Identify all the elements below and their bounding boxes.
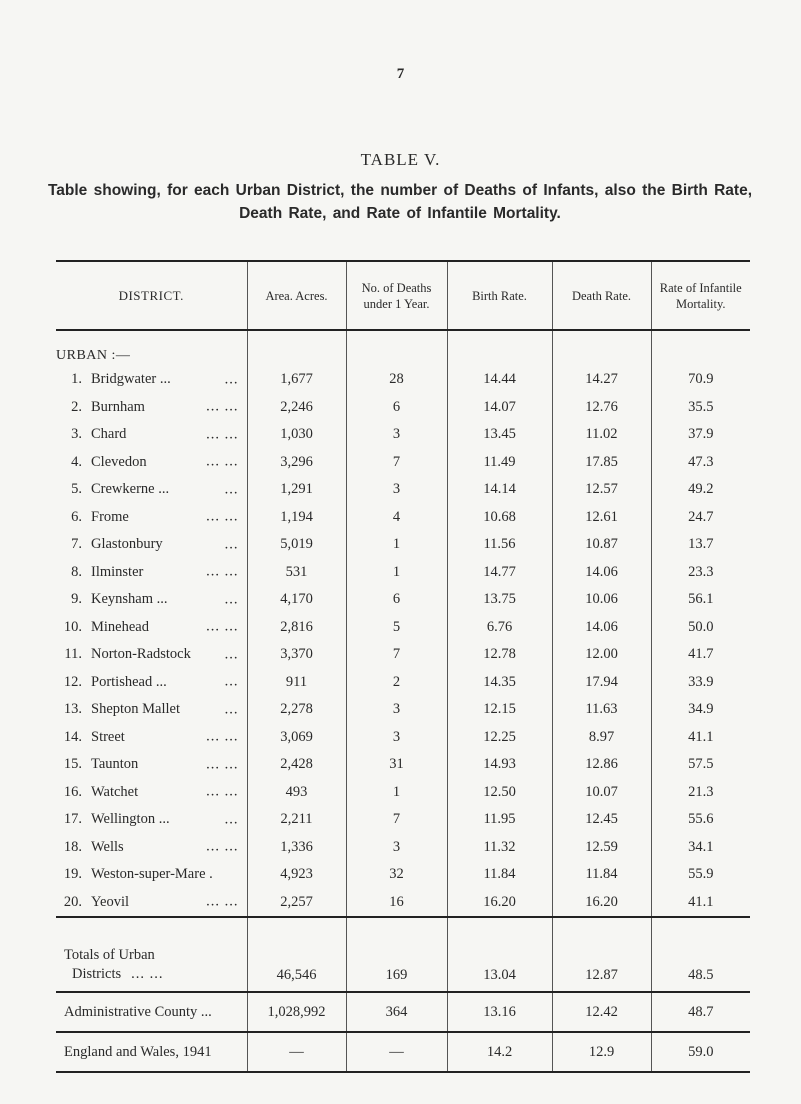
birth-rate-cell: 14.35 — [447, 669, 552, 697]
death-rate-cell: 11.84 — [552, 861, 651, 889]
death-rate-cell: 12.61 — [552, 504, 651, 532]
district-name: Burnham — [91, 398, 145, 415]
district-number: 16. — [63, 783, 82, 800]
totals-label — [56, 917, 247, 992]
birth-rate-cell: 13.75 — [447, 586, 552, 614]
deaths-cell: 3 — [346, 476, 447, 504]
district-cell — [56, 449, 247, 477]
totals-row — [56, 917, 750, 992]
totals-label-line1: Totals of Urban — [64, 947, 155, 963]
district-number: 13. — [63, 701, 82, 718]
district-name: Street — [91, 728, 125, 745]
section-label: URBAN :— — [56, 348, 131, 363]
birth-rate-cell: 6.76 — [447, 614, 552, 642]
leader-dots: ... — [224, 646, 239, 663]
leader-dots: ... ... — [206, 893, 239, 910]
deaths-cell: 7 — [346, 449, 447, 477]
district-name: Wells — [91, 838, 124, 855]
infant-rate-cell: 24.7 — [651, 504, 750, 532]
district-number: 11. — [64, 646, 82, 663]
leader-dots: ... — [224, 673, 239, 690]
deaths-cell: 1 — [346, 559, 447, 587]
birth-rate-cell: 12.50 — [447, 779, 552, 807]
district-name: Norton-Radstock — [91, 646, 191, 663]
table-row — [56, 421, 750, 449]
area-cell: 3,370 — [247, 641, 346, 669]
infant-rate-cell: 70.9 — [651, 366, 750, 394]
infant-rate-cell: 13.7 — [651, 531, 750, 559]
death-rate-cell: 14.06 — [552, 559, 651, 587]
death-rate-cell: 12.57 — [552, 476, 651, 504]
area-cell: 531 — [247, 559, 346, 587]
district-cell — [56, 861, 247, 889]
district-name: Taunton — [91, 756, 139, 773]
death-rate-cell: 14.06 — [552, 614, 651, 642]
district-name: Watchet — [91, 783, 139, 800]
district-cell — [56, 586, 247, 614]
infant-rate-cell: 56.1 — [651, 586, 750, 614]
totals-infant-rate: 48.5 — [651, 917, 750, 992]
district-name: Clevedon — [91, 453, 147, 470]
deaths-cell: 3 — [346, 421, 447, 449]
district-number: 6. — [71, 508, 82, 525]
infant-rate-cell: 41.7 — [651, 641, 750, 669]
infant-mortality-table — [56, 260, 750, 1073]
district-name: Ilminster — [91, 563, 144, 580]
leader-dots: ... ... — [206, 756, 239, 773]
section-row-urban — [56, 330, 750, 366]
leader-dots: ... ... — [206, 453, 239, 470]
death-rate-cell: 12.59 — [552, 834, 651, 862]
infant-rate-cell: 34.1 — [651, 834, 750, 862]
england-wales-label: England and Wales, 1941 — [56, 1032, 247, 1072]
district-number: 18. — [63, 838, 82, 855]
infant-rate-cell: 23.3 — [651, 559, 750, 587]
birth-rate-cell: 11.49 — [447, 449, 552, 477]
totals-deaths: 169 — [346, 917, 447, 992]
admin-county-birth-rate: 13.16 — [447, 992, 552, 1032]
england-wales-row — [56, 1032, 750, 1072]
table-row — [56, 696, 750, 724]
deaths-cell: 4 — [346, 504, 447, 532]
district-cell — [56, 394, 247, 422]
birth-rate-cell: 11.84 — [447, 861, 552, 889]
admin-county-death-rate: 12.42 — [552, 992, 651, 1032]
birth-rate-cell: 14.93 — [447, 751, 552, 779]
death-rate-cell: 11.02 — [552, 421, 651, 449]
death-rate-cell: 10.06 — [552, 586, 651, 614]
column-header-infant-rate: Rate of Infantile Mortality. — [651, 261, 750, 330]
district-cell — [56, 531, 247, 559]
area-cell: 1,336 — [247, 834, 346, 862]
totals-birth-rate: 13.04 — [447, 917, 552, 992]
infant-rate-cell: 21.3 — [651, 779, 750, 807]
death-rate-cell: 10.07 — [552, 779, 651, 807]
district-name: Chard — [91, 426, 127, 443]
birth-rate-cell: 10.68 — [447, 504, 552, 532]
table-row — [56, 586, 750, 614]
area-cell: 3,069 — [247, 724, 346, 752]
district-cell — [56, 614, 247, 642]
totals-area: 46,546 — [247, 917, 346, 992]
infant-rate-cell: 55.9 — [651, 861, 750, 889]
deaths-cell: 28 — [346, 366, 447, 394]
area-cell: 3,296 — [247, 449, 346, 477]
area-cell: 5,019 — [247, 531, 346, 559]
area-cell: 2,246 — [247, 394, 346, 422]
table-row — [56, 779, 750, 807]
column-header-birth-rate: Birth Rate. — [447, 261, 552, 330]
birth-rate-cell: 11.32 — [447, 834, 552, 862]
deaths-cell: 3 — [346, 696, 447, 724]
birth-rate-cell: 13.45 — [447, 421, 552, 449]
district-cell — [56, 779, 247, 807]
district-name: Weston-super-Mare . — [91, 866, 213, 883]
district-cell — [56, 834, 247, 862]
england-wales-area: — — [247, 1032, 346, 1072]
table-row — [56, 641, 750, 669]
death-rate-cell: 11.63 — [552, 696, 651, 724]
birth-rate-cell: 11.95 — [447, 806, 552, 834]
admin-county-row — [56, 992, 750, 1032]
birth-rate-cell: 14.44 — [447, 366, 552, 394]
death-rate-cell: 17.94 — [552, 669, 651, 697]
birth-rate-cell: 12.25 — [447, 724, 552, 752]
table-row — [56, 449, 750, 477]
area-cell: 911 — [247, 669, 346, 697]
district-cell — [56, 724, 247, 752]
deaths-cell: 3 — [346, 724, 447, 752]
deaths-cell: 7 — [346, 641, 447, 669]
table-row — [56, 724, 750, 752]
infant-rate-cell: 49.2 — [651, 476, 750, 504]
district-number: 19. — [63, 866, 82, 883]
deaths-cell: 6 — [346, 586, 447, 614]
district-number: 20. — [63, 893, 82, 910]
infant-rate-cell: 47.3 — [651, 449, 750, 477]
column-header-deaths: No. of Deaths under 1 Year. — [346, 261, 447, 330]
table-row — [56, 614, 750, 642]
district-name: Shepton Mallet — [91, 701, 181, 718]
area-cell: 493 — [247, 779, 346, 807]
infant-rate-cell: 41.1 — [651, 724, 750, 752]
leader-dots: ... — [224, 536, 239, 553]
district-cell — [56, 889, 247, 918]
death-rate-cell: 17.85 — [552, 449, 651, 477]
deaths-cell: 1 — [346, 779, 447, 807]
area-cell: 2,278 — [247, 696, 346, 724]
england-wales-infant-rate: 59.0 — [651, 1032, 750, 1072]
district-cell — [56, 476, 247, 504]
deaths-cell: 16 — [346, 889, 447, 918]
page-number: 7 — [396, 66, 405, 82]
district-cell — [56, 366, 247, 394]
district-cell — [56, 806, 247, 834]
column-header-death-rate: Death Rate. — [552, 261, 651, 330]
area-cell: 2,211 — [247, 806, 346, 834]
table-row — [56, 889, 750, 918]
district-name: Yeovil — [91, 893, 130, 910]
table-row — [56, 861, 750, 889]
england-wales-birth-rate: 14.2 — [447, 1032, 552, 1072]
district-name: Minehead — [91, 618, 149, 635]
death-rate-cell: 16.20 — [552, 889, 651, 918]
leader-dots: ... ... — [206, 728, 239, 745]
death-rate-cell: 10.87 — [552, 531, 651, 559]
totals-label-line2: Districts — [72, 966, 122, 982]
area-cell: 2,428 — [247, 751, 346, 779]
district-number: 12. — [63, 673, 82, 690]
birth-rate-cell: 16.20 — [447, 889, 552, 918]
leader-dots: ... — [224, 811, 239, 828]
district-cell — [56, 641, 247, 669]
district-name: Frome — [91, 508, 129, 525]
district-number: 17. — [63, 811, 82, 828]
district-number: 1. — [71, 371, 82, 388]
district-number: 3. — [71, 426, 82, 443]
district-number: 14. — [63, 728, 82, 745]
england-wales-deaths: — — [346, 1032, 447, 1072]
column-header-area: Area. Acres. — [247, 261, 346, 330]
table-row — [56, 531, 750, 559]
death-rate-cell: 8.97 — [552, 724, 651, 752]
deaths-cell: 5 — [346, 614, 447, 642]
infant-rate-cell: 41.1 — [651, 889, 750, 918]
area-cell: 2,816 — [247, 614, 346, 642]
column-header-district: DISTRICT. — [118, 287, 184, 303]
infant-rate-cell: 35.5 — [651, 394, 750, 422]
district-name: Glastonbury — [91, 536, 163, 553]
area-cell: 2,257 — [247, 889, 346, 918]
table-row — [56, 559, 750, 587]
table-row — [56, 504, 750, 532]
totals-death-rate: 12.87 — [552, 917, 651, 992]
deaths-cell: 7 — [346, 806, 447, 834]
table-row — [56, 669, 750, 697]
infant-rate-cell: 33.9 — [651, 669, 750, 697]
leader-dots: ... ... — [206, 426, 239, 443]
admin-county-infant-rate: 48.7 — [651, 992, 750, 1032]
district-number: 4. — [71, 453, 82, 470]
district-name: Wellington ... — [91, 811, 170, 828]
district-number: 7. — [71, 536, 82, 553]
area-cell: 1,291 — [247, 476, 346, 504]
district-cell — [56, 559, 247, 587]
table-row — [56, 806, 750, 834]
area-cell: 1,677 — [247, 366, 346, 394]
table-caption: Table showing, for each Urban District, the number of Deaths of Infants, also the Birth Rate, Death Rate, and Rate of Infantile Mortality. — [47, 182, 753, 222]
birth-rate-cell: 12.78 — [447, 641, 552, 669]
district-number: 8. — [71, 563, 82, 580]
district-cell — [56, 751, 247, 779]
birth-rate-cell: 11.56 — [447, 531, 552, 559]
admin-county-deaths: 364 — [346, 992, 447, 1032]
district-number: 9. — [71, 591, 82, 608]
totals-dots: ... ... — [131, 966, 164, 982]
leader-dots: ... ... — [206, 838, 239, 855]
leader-dots: ... ... — [206, 398, 239, 415]
death-rate-cell: 12.00 — [552, 641, 651, 669]
infant-rate-cell: 57.5 — [651, 751, 750, 779]
district-number: 2. — [71, 398, 82, 415]
death-rate-cell: 12.86 — [552, 751, 651, 779]
district-number: 5. — [71, 481, 82, 498]
table-row — [56, 394, 750, 422]
england-wales-death-rate: 12.9 — [552, 1032, 651, 1072]
table-row — [56, 476, 750, 504]
header-row — [56, 261, 750, 330]
leader-dots: ... ... — [206, 618, 239, 635]
deaths-cell: 3 — [346, 834, 447, 862]
deaths-cell: 31 — [346, 751, 447, 779]
table-row — [56, 751, 750, 779]
infant-rate-cell: 37.9 — [651, 421, 750, 449]
leader-dots: ... ... — [206, 563, 239, 580]
district-name: Bridgwater ... — [91, 371, 171, 388]
district-name: Crewkerne ... — [91, 481, 170, 498]
area-cell: 4,923 — [247, 861, 346, 889]
district-name: Portishead ... — [91, 673, 167, 690]
district-cell — [56, 669, 247, 697]
birth-rate-cell: 12.15 — [447, 696, 552, 724]
deaths-cell: 2 — [346, 669, 447, 697]
district-cell — [56, 696, 247, 724]
death-rate-cell: 14.27 — [552, 366, 651, 394]
leader-dots: ... — [224, 481, 239, 498]
district-name: Keynsham ... — [91, 591, 168, 608]
death-rate-cell: 12.45 — [552, 806, 651, 834]
district-cell — [56, 421, 247, 449]
district-number: 10. — [63, 618, 82, 635]
table-row — [56, 834, 750, 862]
area-cell: 1,194 — [247, 504, 346, 532]
birth-rate-cell: 14.14 — [447, 476, 552, 504]
admin-county-area: 1,028,992 — [247, 992, 346, 1032]
infant-rate-cell: 55.6 — [651, 806, 750, 834]
table-row — [56, 366, 750, 394]
admin-county-label: Administrative County ... — [56, 992, 247, 1032]
leader-dots: ... — [224, 591, 239, 608]
leader-dots: ... ... — [206, 783, 239, 800]
area-cell: 4,170 — [247, 586, 346, 614]
deaths-cell: 6 — [346, 394, 447, 422]
birth-rate-cell: 14.77 — [447, 559, 552, 587]
district-number: 15. — [63, 756, 82, 773]
death-rate-cell: 12.76 — [552, 394, 651, 422]
leader-dots: ... ... — [206, 508, 239, 525]
birth-rate-cell: 14.07 — [447, 394, 552, 422]
district-cell — [56, 504, 247, 532]
deaths-cell: 32 — [346, 861, 447, 889]
area-cell: 1,030 — [247, 421, 346, 449]
leader-dots: ... — [224, 701, 239, 718]
infant-rate-cell: 50.0 — [651, 614, 750, 642]
table-label: TABLE V. — [360, 150, 441, 169]
leader-dots: ... — [224, 371, 239, 388]
deaths-cell: 1 — [346, 531, 447, 559]
infant-rate-cell: 34.9 — [651, 696, 750, 724]
